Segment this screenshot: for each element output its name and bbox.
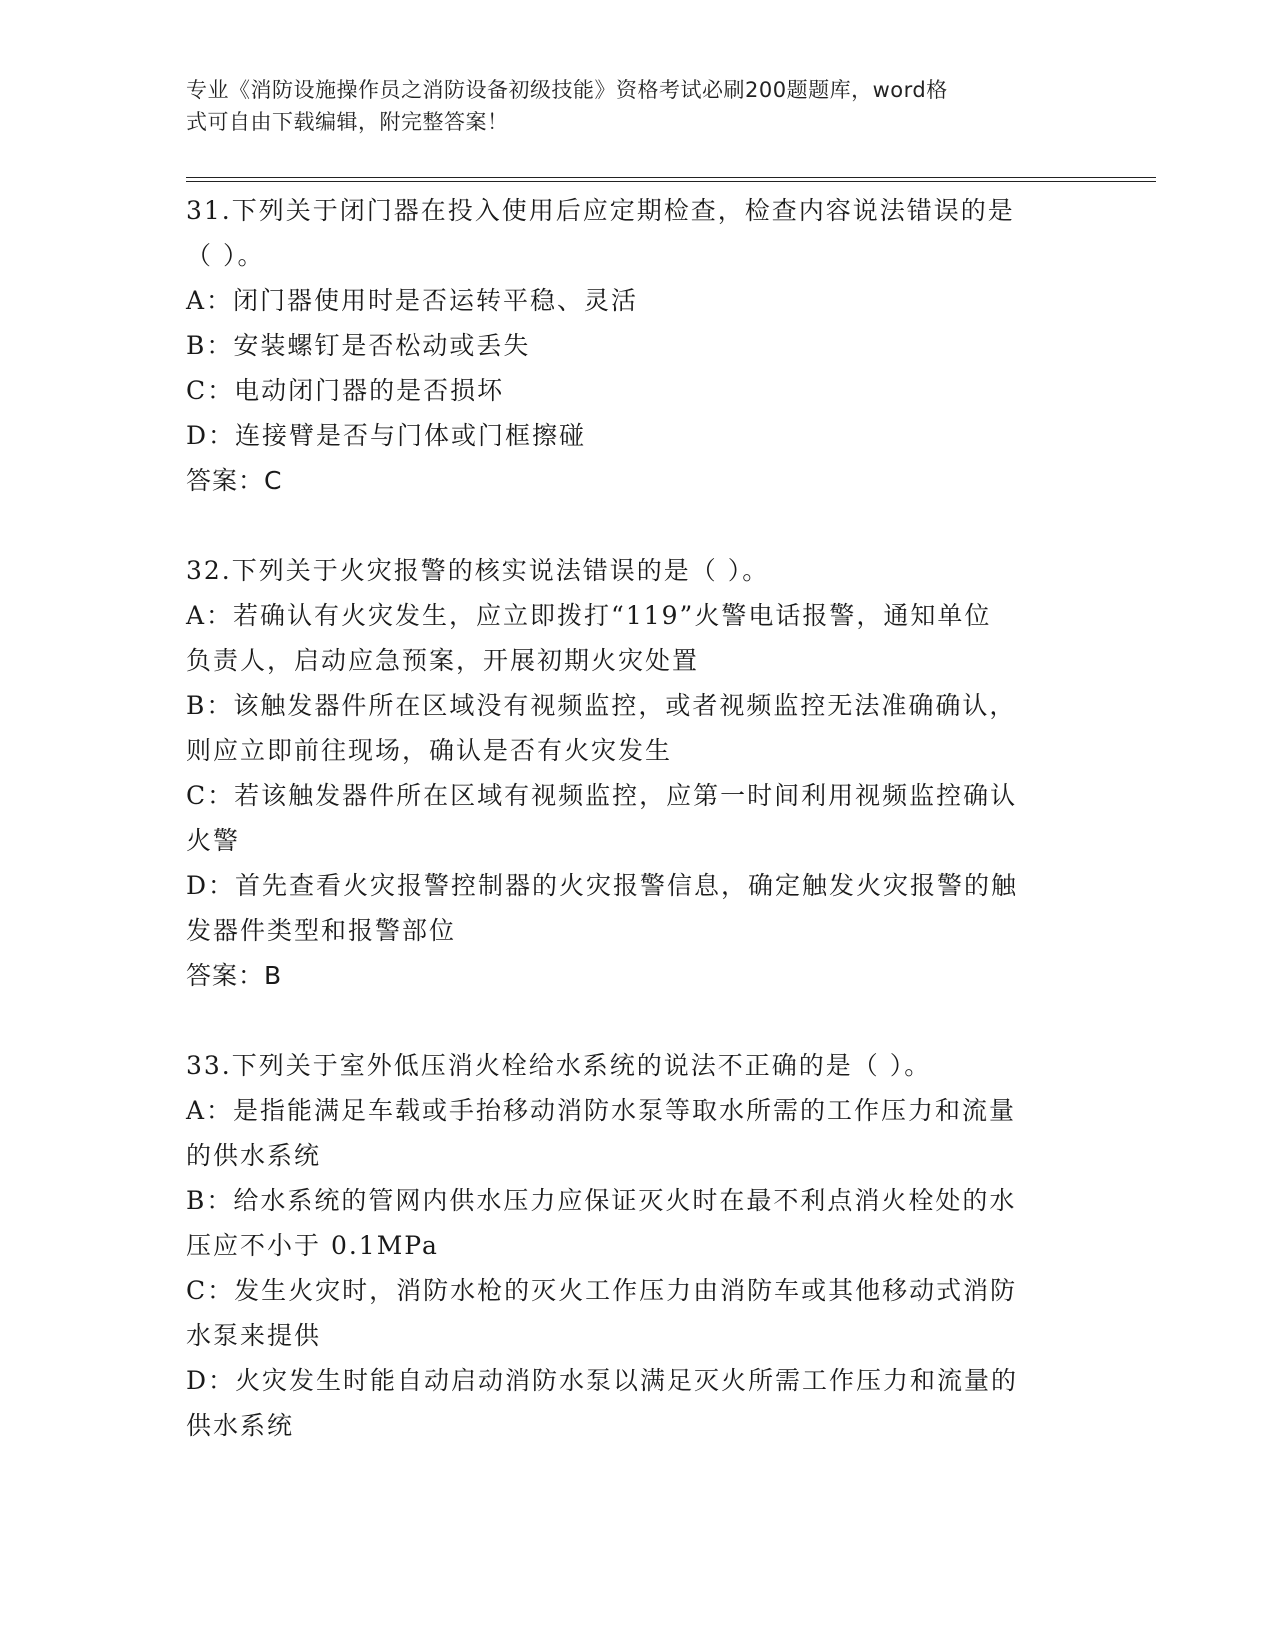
answer: 答案：B [186, 961, 283, 990]
header-line-2: 式可自由下载编辑，附完整答案！ [186, 110, 509, 134]
question-32 [186, 548, 1086, 998]
option-b: B：该触发器件所在区域没有视频监控，或者视频监控无法准确确认， [186, 691, 1017, 720]
option-a: A：是指能满足车载或手抬移动消防水泵等取水所需的工作压力和流量 [186, 1096, 1017, 1125]
option-c-continued: 水泵来提供 [186, 1321, 322, 1350]
option-a-continued: 负责人，启动应急预案，开展初期火灾处置 [186, 646, 700, 675]
option-d-continued: 供水系统 [186, 1411, 295, 1440]
option-d-continued: 发器件类型和报警部位 [186, 916, 457, 945]
option-b-continued: 则应立即前往现场，确认是否有火灾发生 [186, 736, 673, 765]
question-31 [186, 188, 1086, 503]
header-divider-top [186, 177, 1156, 178]
option-c: C：发生火灾时，消防水枪的灭火工作压力由消防车或其他移动式消防 [186, 1276, 1018, 1305]
question-33 [186, 1043, 1086, 1448]
option-b-continued: 压应不小于 0.1MPa [186, 1231, 439, 1260]
header-divider-bottom [186, 181, 1156, 182]
option-a: A：闭门器使用时是否运转平稳、灵活 [186, 286, 639, 315]
option-c: C：电动闭门器的是否损坏 [186, 376, 505, 405]
option-d: D：连接臂是否与门体或门框擦碰 [186, 421, 587, 450]
option-d: D：首先查看火灾报警控制器的火灾报警信息，确定触发火灾报警的触 [186, 871, 1019, 900]
question-spacer [186, 503, 1086, 548]
question-stem-continued: （ ）。 [186, 241, 265, 270]
document-header [186, 74, 1066, 138]
question-spacer [186, 998, 1086, 1043]
option-a-continued: 的供水系统 [186, 1141, 322, 1170]
option-c: C：若该触发器件所在区域有视频监控，应第一时间利用视频监控确认 [186, 781, 1018, 810]
header-line-1: 专业《消防设施操作员之消防设备初级技能》资格考试必刷200题题库，word格 [186, 78, 948, 102]
question-stem: 32.下列关于火灾报警的核实说法错误的是（ ）。 [186, 556, 770, 585]
option-c-continued: 火警 [186, 826, 241, 855]
question-stem: 33.下列关于室外低压消火栓给水系统的说法不正确的是（ ）。 [186, 1051, 932, 1080]
option-b: B：安装螺钉是否松动或丢失 [186, 331, 531, 360]
option-d: D：火灾发生时能自动启动消防水泵以满足灭火所需工作压力和流量的 [186, 1366, 1019, 1395]
question-list [186, 188, 1086, 1448]
question-stem: 31.下列关于闭门器在投入使用后应定期检查，检查内容说法错误的是 [186, 196, 1015, 225]
option-a: A：若确认有火灾发生，应立即拨打“119”火警电话报警，通知单位 [186, 601, 992, 630]
answer: 答案：C [186, 466, 283, 495]
option-b: B：给水系统的管网内供水压力应保证灭火时在最不利点消火栓处的水 [186, 1186, 1017, 1215]
